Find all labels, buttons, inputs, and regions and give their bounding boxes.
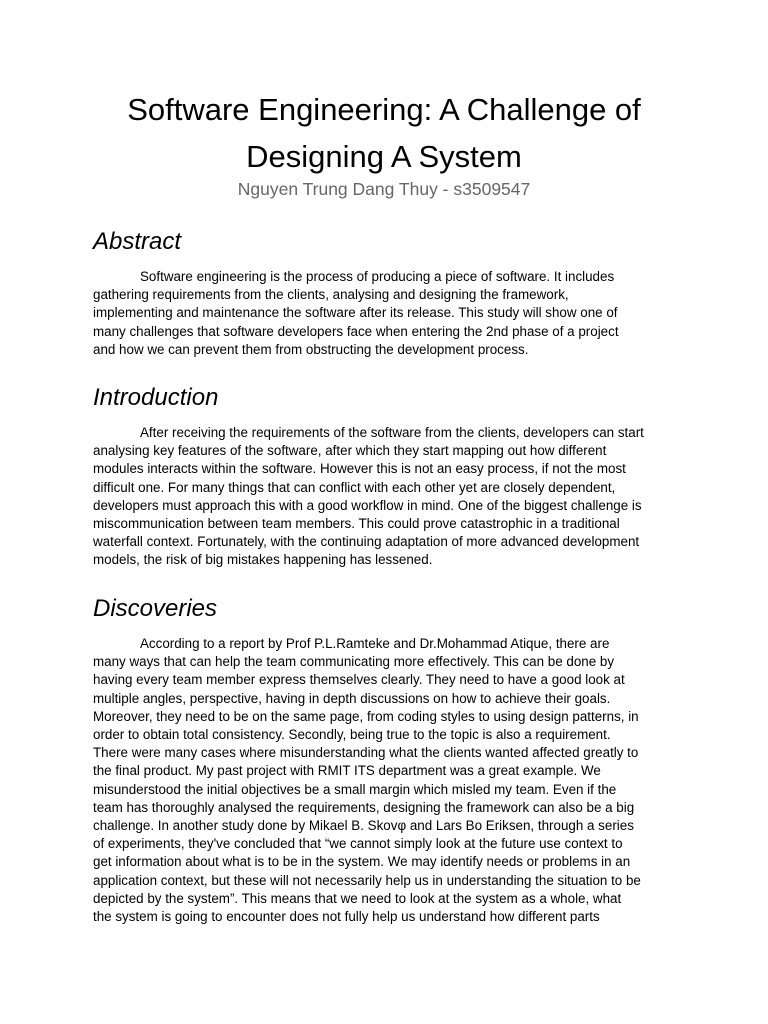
- text-line: modules interacts within the software. However this is not an easy process, if not the most: [93, 461, 626, 477]
- section-body-discoveries: [93, 635, 683, 926]
- title-line-2: Designing A System: [246, 139, 522, 174]
- text-line: many challenges that software developers face when entering the 2nd phase of a project: [93, 323, 619, 339]
- text-line: the final product. My past project with RMIT ITS department was a great example. We: [93, 763, 601, 779]
- text-line: multiple angles, perspective, having in depth discussions on how to achieve their goals.: [93, 690, 611, 706]
- title-line-1: Software Engineering: A Challenge of: [127, 92, 641, 127]
- text-line: gathering requirements from the clients, analysing and designing the framework,: [93, 287, 569, 303]
- section-body-abstract: [93, 268, 683, 359]
- section-heading-introduction: Introduction: [93, 384, 219, 411]
- text-line: After receiving the requirements of the software from the clients, developers can start: [140, 425, 644, 440]
- text-line: Moreover, they need to be on the same page, from coding styles to using design patterns, in: [93, 708, 639, 724]
- text-line: implementing and maintenance the software after its release. This study will show one of: [93, 305, 618, 321]
- text-line: team has thoroughly analysed the requirements, designing the framework can also be a big: [93, 799, 635, 815]
- text-line: waterfall context. Fortunately, with the continuing adaptation of more advanced development: [93, 534, 640, 550]
- text-line: challenge. In another study done by Mikael B. Skovφ and Lars Bo Eriksen, through a series: [93, 818, 634, 834]
- text-line: application context, but these will not necessarily help us in understanding the situation to be: [93, 872, 641, 888]
- text-line: difficult one. For many things that can conflict with each other yet are closely dependent,: [93, 479, 616, 495]
- document-author: Nguyen Trung Dang Thuy - s3509547: [237, 179, 531, 199]
- section-body-introduction: [93, 424, 683, 570]
- text-line: and how we can prevent them from obstructing the development process.: [93, 341, 529, 357]
- document-title: [60, 86, 708, 180]
- text-line: developers must approach this with a good workflow in mind. One of the biggest challenge is: [93, 497, 642, 513]
- section-heading-abstract: Abstract: [93, 228, 182, 255]
- text-line: misunderstood the initial objectives be a small margin which misled my team. Even if the: [93, 781, 617, 797]
- text-line: order to obtain total consistency. Secondly, being true to the topic is also a requirement.: [93, 727, 611, 743]
- section-heading-discoveries: Discoveries: [93, 595, 218, 622]
- text-line: According to a report by Prof P.L.Ramteke and Dr.Mohammad Atique, there are: [140, 636, 610, 651]
- text-line: models, the risk of big mistakes happening has lessened.: [93, 552, 433, 568]
- text-line: depicted by the system”. This means that we need to look at the system as a whole, what: [93, 890, 622, 906]
- text-line: of experiments, they've concluded that “we cannot simply look at the future use context to: [93, 836, 623, 852]
- text-line: the system is going to encounter does not fully help us understand how different parts: [93, 909, 600, 925]
- text-line: miscommunication between team members. This could prove catastrophic in a traditional: [93, 516, 620, 532]
- text-line: analysing key features of the software, after which they start mapping out how different: [93, 443, 607, 459]
- text-line: many ways that can help the team communicating more effectively. This can be done by: [93, 654, 615, 670]
- text-line: having every team member express themselves clearly. They need to have a good look at: [93, 672, 625, 688]
- text-line: Software engineering is the process of producing a piece of software. It includes: [140, 269, 615, 284]
- text-line: get information about what is to be in the system. We may identify needs or problems in an: [93, 854, 631, 870]
- text-line: There were many cases where misunderstanding what the clients wanted affected greatly to: [93, 745, 639, 761]
